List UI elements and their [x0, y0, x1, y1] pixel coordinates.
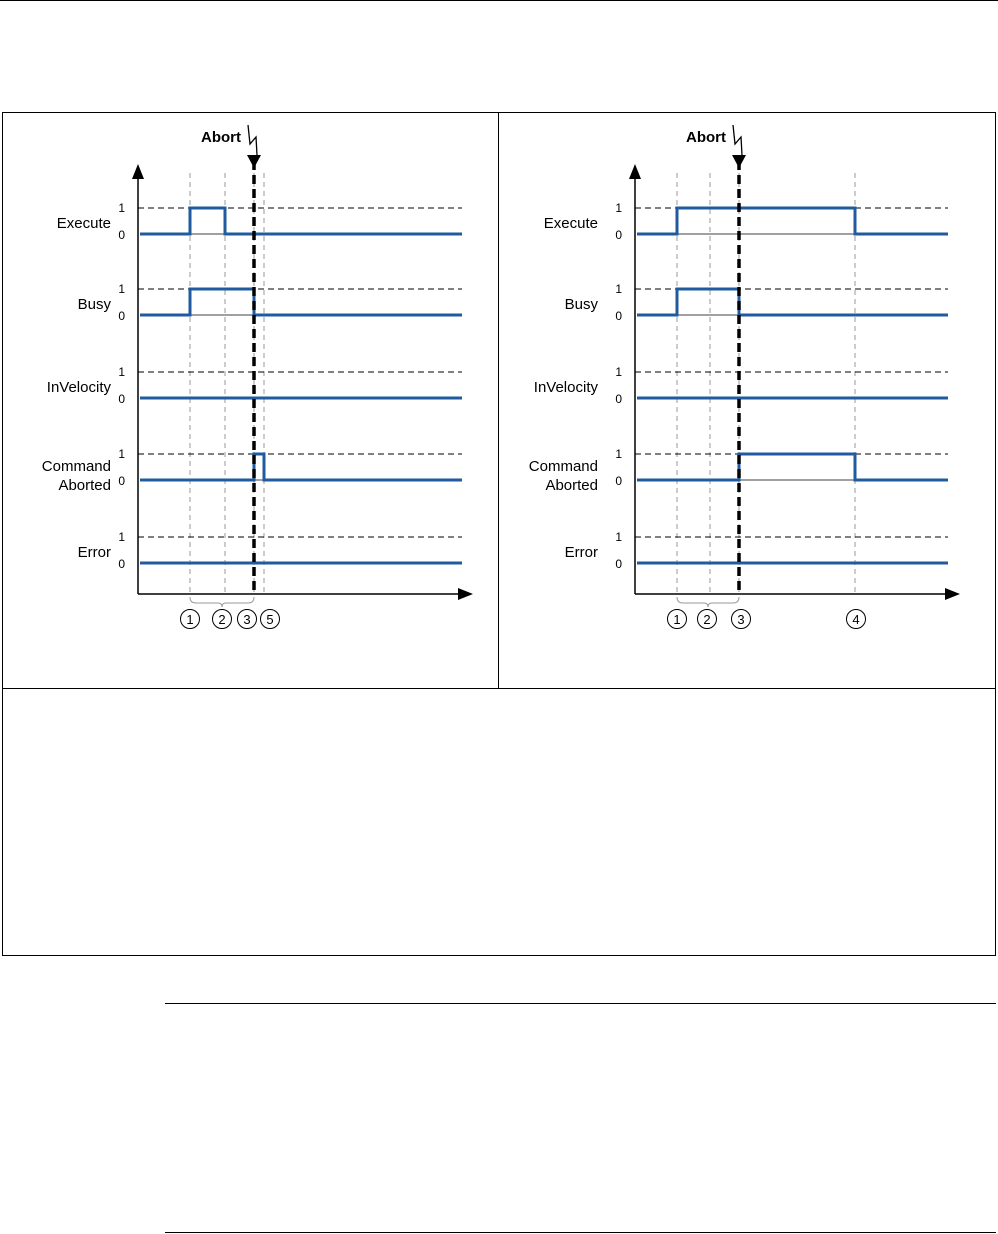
- marker-number-5: 5: [266, 612, 274, 627]
- execute-level-high: 1: [118, 201, 125, 215]
- marker-number-2: 2: [218, 612, 226, 627]
- execute-level-low: 0: [118, 228, 125, 242]
- invelocity-level-high: 1: [615, 365, 622, 379]
- marker-number-3: 3: [737, 612, 745, 627]
- command-aborted-level-high: 1: [118, 447, 125, 461]
- error-level-low: 0: [615, 557, 622, 571]
- figure-table-column-divider: [498, 112, 499, 689]
- marker-number-1: 1: [186, 612, 194, 627]
- interval-brace: [190, 597, 254, 607]
- error-level-low: 0: [118, 557, 125, 571]
- y-axis-arrowhead: [132, 164, 144, 179]
- busy-level-high: 1: [615, 282, 622, 296]
- y-axis-arrowhead: [629, 164, 641, 179]
- invelocity-label: InVelocity: [46, 379, 111, 396]
- execute-label: Execute: [543, 215, 598, 232]
- command-aborted-level-low: 0: [118, 474, 125, 488]
- invelocity-level-low: 0: [118, 392, 125, 406]
- marker-number-2: 2: [703, 612, 711, 627]
- execute-level-high: 1: [615, 201, 622, 215]
- page-header-rule: [0, 0, 998, 1]
- execute-waveform: [637, 208, 948, 234]
- abort-arrowhead: [732, 155, 746, 168]
- error-level-high: 1: [118, 530, 125, 544]
- error-level-high: 1: [615, 530, 622, 544]
- command-aborted-waveform: [140, 454, 462, 480]
- abort-label: Abort: [201, 129, 241, 146]
- busy-waveform: [140, 289, 462, 315]
- timing-diagram-right: [500, 113, 994, 687]
- invelocity-label: InVelocity: [533, 379, 598, 396]
- x-axis-arrowhead: [945, 588, 960, 600]
- command-aborted-waveform: [637, 454, 948, 480]
- busy-level-low: 0: [615, 309, 622, 323]
- execute-waveform: [140, 208, 462, 234]
- x-axis-arrowhead: [458, 588, 473, 600]
- command-aborted-level-low: 0: [615, 474, 622, 488]
- figure-table-row-divider: [2, 688, 996, 689]
- command-aborted-label-line1: Command: [528, 458, 598, 475]
- busy-label: Busy: [77, 296, 111, 313]
- busy-label: Busy: [564, 296, 598, 313]
- note-top-rule: [165, 1003, 996, 1004]
- marker-number-1: 1: [673, 612, 681, 627]
- command-aborted-label-line2: Aborted: [58, 477, 111, 494]
- marker-number-3: 3: [243, 612, 251, 627]
- abort-arrowhead: [247, 155, 261, 168]
- timing-diagram-left: [3, 113, 497, 687]
- busy-waveform: [637, 289, 948, 315]
- invelocity-level-high: 1: [118, 365, 125, 379]
- command-aborted-label-line1: Command: [41, 458, 111, 475]
- invelocity-level-low: 0: [615, 392, 622, 406]
- busy-level-low: 0: [118, 309, 125, 323]
- execute-label: Execute: [56, 215, 111, 232]
- abort-lightning-icon: [733, 125, 742, 155]
- execute-level-low: 0: [615, 228, 622, 242]
- marker-number-4: 4: [852, 612, 860, 627]
- error-label: Error: [564, 544, 598, 561]
- busy-level-high: 1: [118, 282, 125, 296]
- interval-brace: [677, 597, 739, 607]
- command-aborted-level-high: 1: [615, 447, 622, 461]
- note-bottom-rule: [165, 1232, 996, 1233]
- abort-lightning-icon: [248, 125, 257, 155]
- error-label: Error: [77, 544, 111, 561]
- abort-label: Abort: [686, 129, 726, 146]
- command-aborted-label-line2: Aborted: [545, 477, 598, 494]
